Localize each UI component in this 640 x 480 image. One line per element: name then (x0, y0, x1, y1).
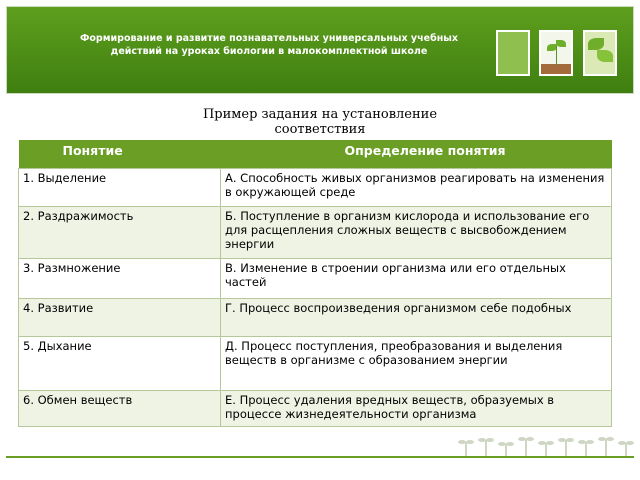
term-cell: 3. Размножение (19, 259, 221, 299)
definition-cell: Е. Процесс удаления вредных веществ, образуемых в процессе жизнедеятельности организма (221, 391, 612, 427)
header-banner (6, 6, 634, 94)
table-row (19, 299, 612, 337)
slide-title (49, 32, 489, 58)
stem-shape (556, 46, 557, 66)
green-thumbnail-image (496, 30, 530, 76)
definition-cell: Д. Процесс поступления, преобразования и выделения веществ в организме с образованием энергии (221, 337, 612, 391)
header-term: Понятие (19, 140, 221, 169)
definition-cell: А. Способность живых организмов реагировать на изменения в окружающей среде (221, 169, 612, 207)
term-cell: 1. Выделение (19, 169, 221, 207)
term-cell: 6. Обмен веществ (19, 391, 221, 427)
table-row (19, 259, 612, 299)
subtitle-line-2: соответствия (274, 122, 366, 137)
subtitle-line-1: Пример задания на установление (202, 107, 438, 122)
leaf-icon (556, 40, 566, 47)
leaf-icon (597, 50, 613, 62)
slide-title-line-1: Формирование и развитие познавательных универсальных учебных (79, 33, 458, 44)
slide-title-line-2: действий на уроках биологии в малокомплектной школе (110, 46, 428, 57)
table-row (19, 337, 612, 391)
header-definition: Определение понятия (221, 140, 612, 169)
leaf-icon (588, 38, 604, 50)
matching-table (18, 140, 612, 427)
term-cell: 4. Развитие (19, 299, 221, 337)
footer-bar (6, 456, 634, 476)
sprouts-decoration (455, 436, 635, 458)
sprout-thumbnail-image (539, 30, 573, 76)
slide-subtitle (120, 107, 520, 137)
definition-cell: В. Изменение в строении организма или его отдельных частей (221, 259, 612, 299)
table-header-row (19, 140, 612, 169)
term-cell: 5. Дыхание (19, 337, 221, 391)
table-row (19, 169, 612, 207)
definition-cell: Г. Процесс воспроизведения организмом себе подобных (221, 299, 612, 337)
table-row (19, 391, 612, 427)
term-cell: 2. Раздражимость (19, 207, 221, 259)
definition-cell: Б. Поступление в организм кислорода и использование его для расщепления сложных веществ с высвобождением энергии (221, 207, 612, 259)
leaves-thumbnail-image (583, 30, 617, 76)
table-row (19, 207, 612, 259)
